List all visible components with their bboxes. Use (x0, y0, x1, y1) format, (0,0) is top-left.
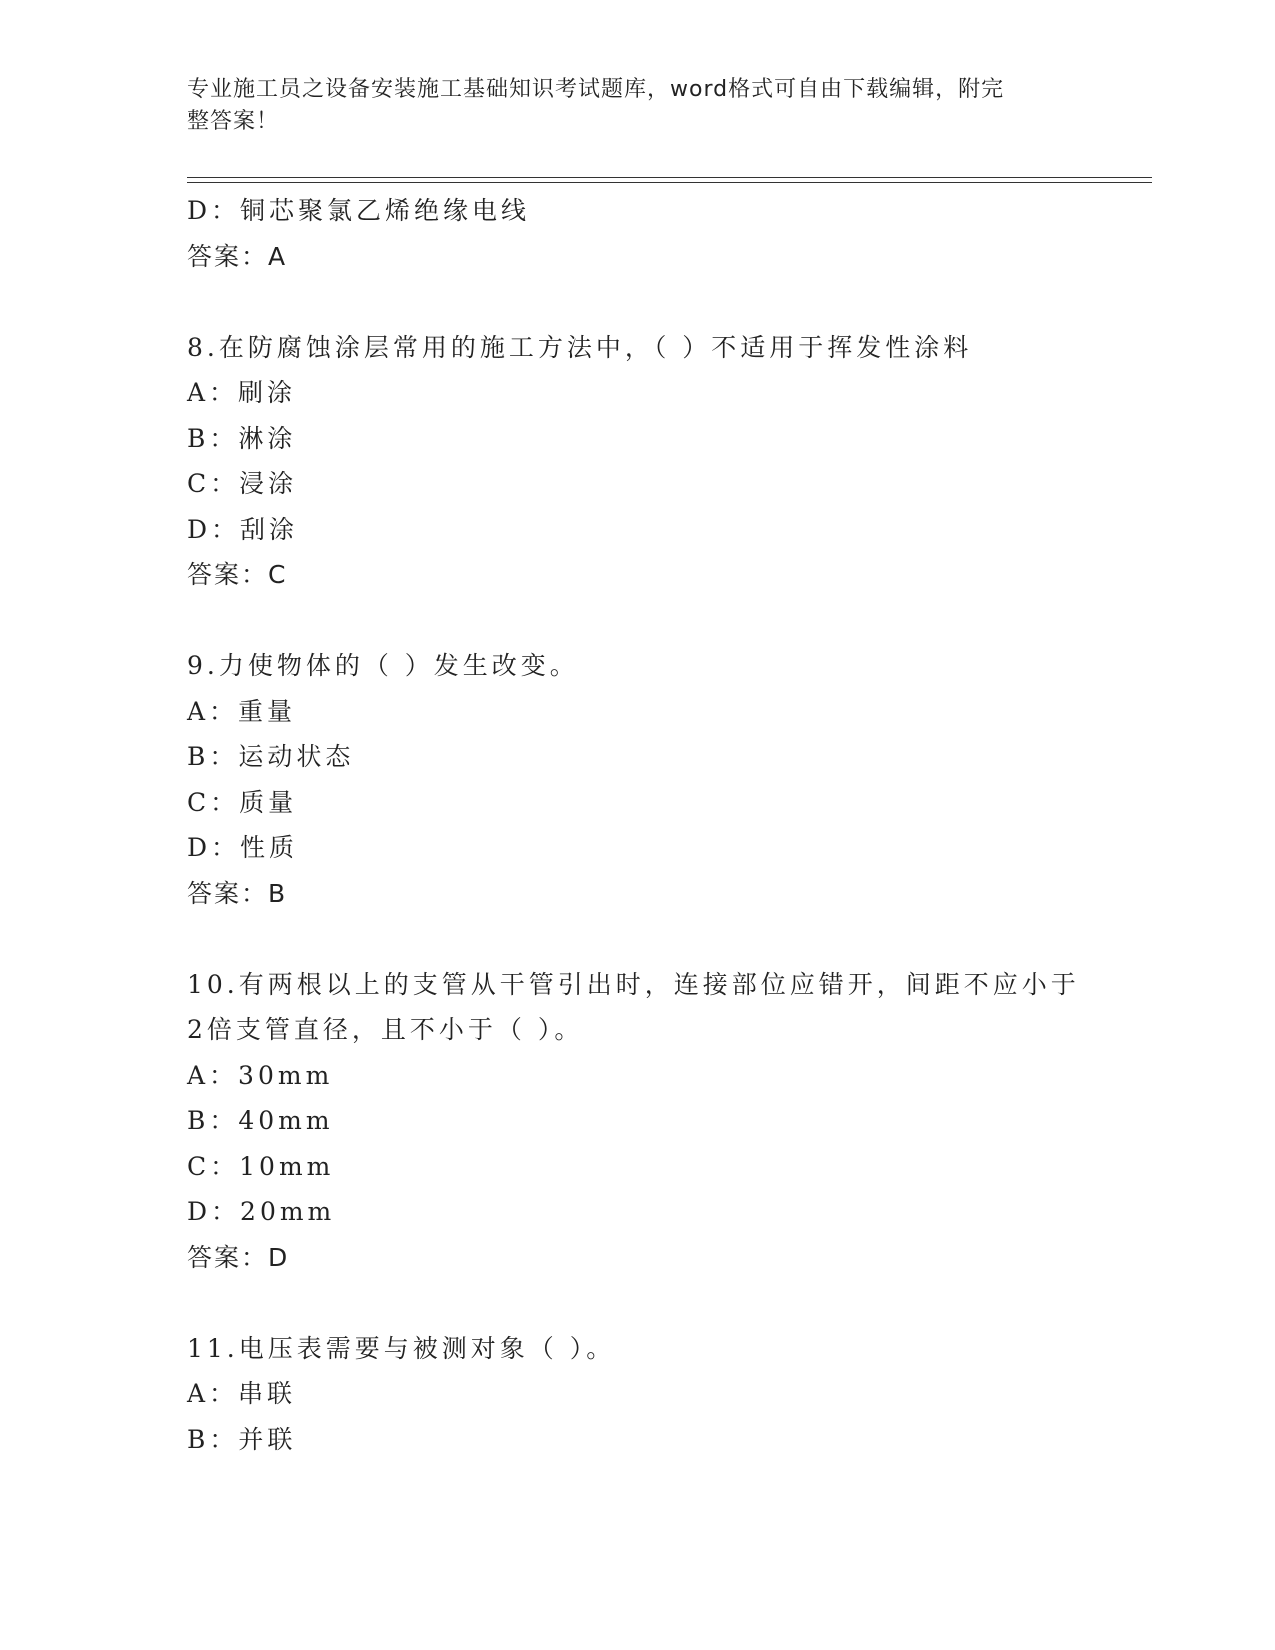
spacer (187, 598, 1152, 644)
option-d: D：性质 (187, 833, 299, 862)
option-c: C：10mm (187, 1151, 335, 1181)
option-a: A：刷涂 (187, 378, 297, 407)
option-a: A：串联 (187, 1379, 297, 1408)
option-d: D：刮涂 (187, 514, 299, 544)
spacer (187, 1280, 1152, 1326)
option-c: C：质量 (187, 787, 298, 817)
question-10 (187, 962, 1152, 1281)
option-a: A：30mm (187, 1060, 334, 1090)
option-b: B：淋涂 (187, 423, 297, 453)
question-7-tail (187, 188, 1152, 279)
option-a: A：重量 (187, 696, 297, 726)
option-c: C：浸涂 (187, 469, 298, 498)
spacer (187, 916, 1152, 962)
answer-line: 答案：A (187, 241, 288, 271)
document-body (187, 188, 1152, 1462)
spacer (187, 279, 1152, 325)
question-text: 8.在防腐蚀涂层常用的施工方法中，（ ）不适用于挥发性涂料 (187, 332, 973, 362)
answer-line: 答案：B (187, 878, 288, 908)
document-header (187, 74, 1067, 138)
answer-line: 答案：C (187, 560, 288, 589)
option-b: B：运动状态 (187, 742, 355, 771)
option-d: D：20mm (187, 1197, 336, 1226)
header-line-1: 专业施工员之设备安装施工基础知识考试题库，word格式可自由下载编辑，附完 (187, 77, 1005, 102)
answer-line: 答案：D (187, 1242, 290, 1272)
question-11 (187, 1326, 1152, 1463)
question-text-line-1: 10.有两根以上的支管从干管引出时，连接部位应错开，间距不应小于 (187, 969, 1080, 999)
option-d: D：铜芯聚氯乙烯绝缘电线 (187, 196, 531, 225)
option-b: B：并联 (187, 1424, 297, 1454)
question-text: 11.电压表需要与被测对象（ ）。 (187, 1333, 616, 1363)
header-divider-top (187, 177, 1152, 178)
question-text: 9.力使物体的（ ）发生改变。 (187, 651, 579, 680)
question-8 (187, 325, 1152, 598)
question-text-line-2: 2倍支管直径，且不小于（ ）。 (187, 1015, 584, 1044)
question-9 (187, 643, 1152, 916)
header-line-2: 整答案！ (187, 109, 280, 134)
option-b: B：40mm (187, 1106, 334, 1135)
header-divider-bottom (187, 182, 1152, 183)
